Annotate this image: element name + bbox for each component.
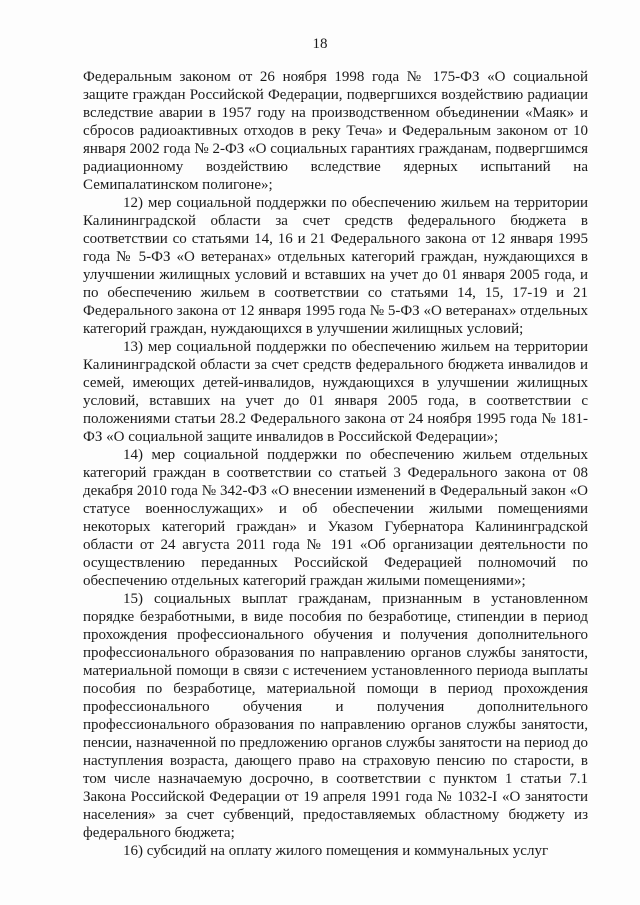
paragraph-item-15: 15) социальных выплат гражданам, признанным в установленном порядке безработными, в виде пособия по безработице, стипендии в период прохождения профессионального обучения и получения дополнительного профессионального образования по направлению органов службы занятости, материальной помощи в связи с истечением установленного периода выплаты пособия по безработице, материальной помощи в период прохождения профессионального обучения и получения дополнительного профессионального образования по направлению органов службы занятости, пенсии, назначенной по предложению органов службы занятости на период до наступления возраста, дающего право на страховую пенсию по старости, в том числе назначаемую досрочно, в соответствии с пунктом 1 статьи 7.1 Закона Российской Федерации от 19 апреля 1991 года № 1032-I «О занятости населения» за счет субвенций, предоставляемых областному бюджету из федерального бюджета; xyxy=(83,591,588,841)
paragraph-item-12: 12) мер социальной поддержки по обеспечению жильем на территории Калининградской области за счет средств федерального бюджета в соответствии со статьями 14, 16 и 21 Федерального закона от 12 января 1995 года № 5-ФЗ «О ветеранах» отдельных категорий граждан, нуждающихся в улучшении жилищных условий и вставших на учет до 01 января 2005 года, и по обеспечению жильем в соответствии со статьями 14, 15, 17-19 и 21 Федерального закона от 12 января 1995 года № 5-ФЗ «О ветеранах» отдельных категорий граждан, нуждающихся в улучшении жилищных условий; xyxy=(83,195,588,337)
paragraph-item-14: 14) мер социальной поддержки по обеспечению жильем отдельных категорий граждан в соответствии со статьей 3 Федерального закона от 08 декабря 2010 года № 342-ФЗ «О внесении изменений в Федеральный закон «О статусе военнослужащих» и об обеспечении жилыми помещениями некоторых категорий граждан» и Указом Губернатора Калининградской области от 24 августа 2011 года № 191 «Об организации деятельности по осуществлению переданных Российской Федерацией полномочий по обеспечению отдельных категорий граждан жилыми помещениями»; xyxy=(83,447,588,589)
page-number: 18 xyxy=(312,36,328,52)
paragraph-continuation: Федеральным законом от 26 ноября 1998 года № 175-ФЗ «О социальной защите граждан Российской Федерации, подвергшихся воздействию радиации вследствие аварии в 1957 году на производственном объединении «Маяк» и сбросов радиоактивных отходов в реку Теча» и Федеральным законом от 10 января 2002 года № 2-ФЗ «О социальных гарантиях гражданам, подвергшимся радиационному воздействию вследствие ядерных испытаний на Семипалатинском полигоне»; xyxy=(83,69,588,193)
paragraph-item-13: 13) мер социальной поддержки по обеспечению жильем на территории Калининградской области за счет средств федерального бюджета инвалидов и семей, имеющих детей-инвалидов, нуждающихся в улучшении жилищных условий, вставших на учет до 01 января 2005 года, в соответствии с положениями статьи 28.2 Федерального закона от 24 ноября 1995 года № 181-ФЗ «О социальной защите инвалидов в Российской Федерации»; xyxy=(83,339,588,445)
document-body xyxy=(83,68,588,860)
paragraph-item-16: 16) субсидий на оплату жилого помещения и коммунальных услуг xyxy=(123,843,549,859)
